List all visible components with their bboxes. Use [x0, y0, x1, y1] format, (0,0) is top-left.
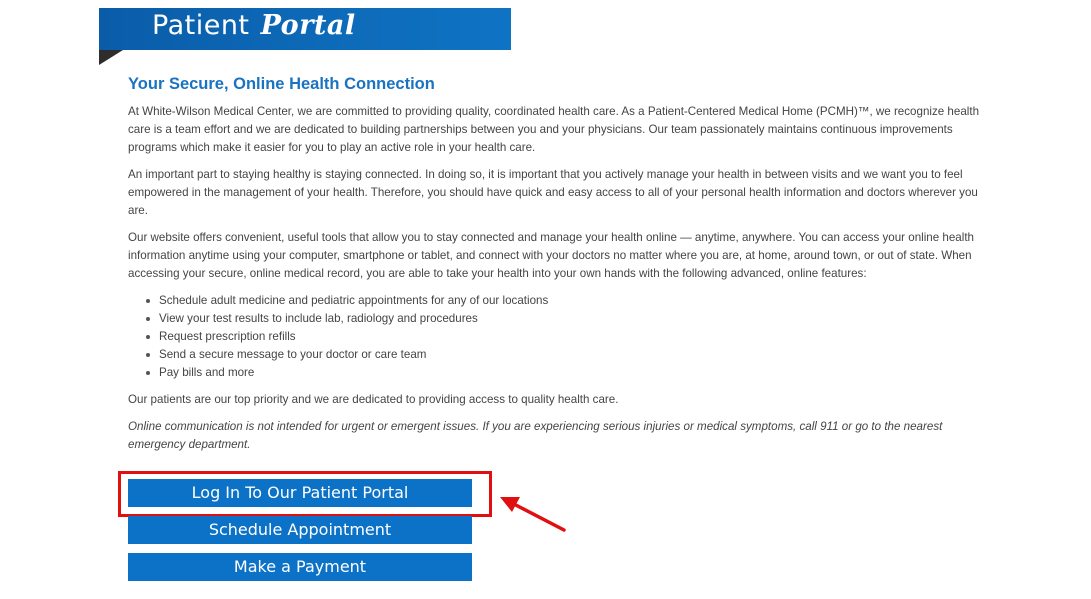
list-item: Pay bills and more	[159, 364, 993, 382]
page-title: Your Secure, Online Health Connection	[128, 75, 435, 93]
list-item: View your test results to include lab, radiology and procedures	[159, 310, 993, 328]
schedule-appointment-button[interactable]: Schedule Appointment	[128, 516, 472, 544]
banner-title-script: Portal	[260, 10, 356, 41]
login-patient-portal-button[interactable]: Log In To Our Patient Portal	[128, 479, 472, 507]
intro-paragraph: At White-Wilson Medical Center, we are committed to providing quality, coordinated health care. As a Patient-Centered Medical Home (PCMH)™, we recognize health care is a team effort and we are dedicated to building partnerships between you and your physicians. Our team passionately maintains continuous improvements programs which make it easier for you to play an active role in your health care.	[128, 105, 980, 154]
disclaimer-paragraph: Online communication is not intended for urgent or emergent issues. If you are experiencing serious injuries or medical symptoms, call 911 or go to the nearest emergency department.	[128, 420, 943, 451]
annotation-arrow-icon	[496, 488, 576, 538]
features-list	[128, 292, 993, 382]
list-item: Schedule adult medicine and pediatric appointments for any of our locations	[159, 292, 993, 310]
banner-title	[152, 9, 356, 43]
banner-title-main: Patient	[152, 10, 250, 41]
banner-fold-shadow	[99, 50, 123, 65]
make-payment-button[interactable]: Make a Payment	[128, 553, 472, 581]
list-item: Send a secure message to your doctor or care team	[159, 346, 993, 364]
priority-paragraph: Our patients are our top priority and we are dedicated to providing access to quality health care.	[128, 393, 619, 406]
website-tools-paragraph: Our website offers convenient, useful tools that allow you to stay connected and manage your health online — anytime, anywhere. You can access your online health information anytime using your computer, smartphone or tablet, and connect with your doctors no matter where you are, at home, around town, or out of state. When accessing your secure, online medical record, you are able to take your health into your own hands with the following advanced, online features:	[128, 231, 975, 280]
list-item: Request prescription refills	[159, 328, 993, 346]
connected-paragraph: An important part to staying healthy is staying connected. In doing so, it is important that you actively manage your health in between visits and we want you to feel empowered in the management of your health. Therefore, you should have quick and easy access to all of your personal health information and doctors wherever you are.	[128, 168, 978, 217]
main-content	[128, 72, 993, 454]
